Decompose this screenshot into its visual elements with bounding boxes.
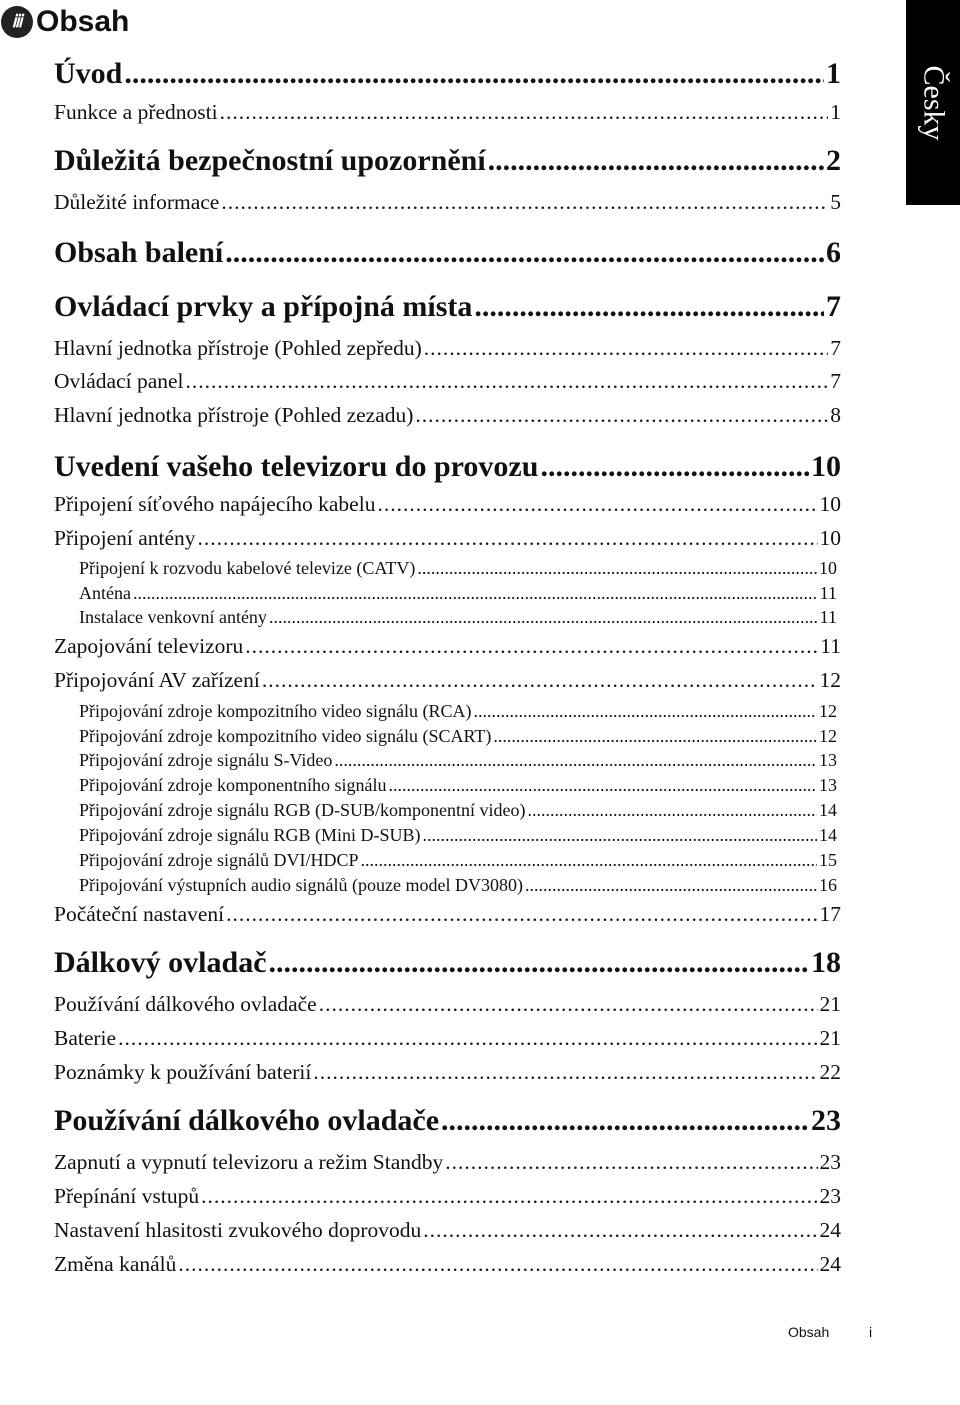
toc-entry-page: 22 — [819, 1060, 841, 1084]
toc-entry[interactable] — [54, 369, 841, 394]
toc-entry[interactable] — [79, 701, 837, 722]
toc-entry[interactable] — [54, 290, 841, 324]
dot-leader — [488, 144, 824, 178]
dot-leader — [269, 607, 818, 628]
toc-entry[interactable] — [54, 1218, 841, 1243]
dot-leader — [178, 1252, 817, 1277]
footer-section-label: Obsah — [788, 1324, 830, 1340]
toc-entry[interactable] — [54, 1150, 841, 1175]
toc-entry-title: Úvod — [54, 57, 123, 90]
dot-leader — [423, 1218, 817, 1243]
dot-leader — [118, 1026, 817, 1051]
toc-entry[interactable] — [79, 558, 837, 579]
dot-leader — [186, 369, 829, 394]
toc-entry-title: Funkce a přednosti — [54, 100, 218, 124]
toc-entry[interactable] — [54, 946, 841, 980]
dot-leader — [313, 1060, 817, 1085]
toc-entry[interactable] — [54, 526, 841, 551]
toc-entry-page: 23 — [819, 1184, 841, 1208]
toc-entry-page: 18 — [811, 946, 841, 979]
toc-entry[interactable] — [79, 607, 837, 628]
toc-entry-page: 21 — [819, 992, 841, 1016]
toc-entry[interactable] — [54, 100, 841, 125]
language-tab-label: Česky — [917, 65, 950, 140]
toc-entry-page: 21 — [819, 1026, 841, 1050]
toc-entry[interactable] — [79, 583, 837, 604]
toc-entry[interactable] — [54, 236, 841, 270]
toc-entry[interactable] — [79, 775, 837, 796]
toc-entry[interactable] — [79, 750, 837, 771]
toc-entry-page: 14 — [819, 825, 837, 845]
toc-entry-page: 7 — [826, 290, 841, 323]
toc-entry-title: Připojování zdroje komponentního signálu — [79, 775, 387, 795]
toc-entry-title: Počáteční nastavení — [54, 902, 225, 926]
dot-leader — [424, 336, 828, 361]
toc-entry[interactable] — [54, 902, 841, 927]
toc-entry-page: 14 — [819, 800, 837, 820]
toc-entry-page: 12 — [819, 668, 841, 692]
dot-leader — [417, 558, 817, 579]
toc-entry-title: Připojování AV zařízení — [54, 668, 260, 692]
dot-leader — [334, 750, 817, 771]
footer-page-number: i — [869, 1324, 873, 1340]
toc-entry-title: Dálkový ovladač — [54, 946, 267, 979]
dot-leader — [525, 875, 817, 896]
toc-entry[interactable] — [54, 992, 841, 1017]
dot-leader — [527, 800, 817, 821]
toc-entry[interactable] — [54, 1060, 841, 1085]
toc-entry-title: Instalace venkovní antény — [79, 607, 267, 627]
toc-entry-page: 15 — [819, 850, 837, 870]
section-emblem-icon: ⅲ — [1, 6, 33, 38]
dot-leader — [360, 850, 817, 871]
toc-entry[interactable] — [79, 825, 837, 846]
toc-entry[interactable] — [79, 850, 837, 871]
toc-entry-page: 10 — [811, 450, 841, 483]
dot-leader — [422, 825, 817, 846]
toc-entry[interactable] — [54, 492, 841, 517]
toc-entry-page: 13 — [819, 775, 837, 795]
toc-entry-page: 23 — [811, 1104, 841, 1137]
toc-entry-page: 5 — [830, 190, 841, 214]
toc-entry-title: Připojování výstupních audio signálů (pouze model DV3080) — [79, 875, 523, 895]
toc-entry-title: Přepínání vstupů — [54, 1184, 200, 1208]
toc-entry-title: Zapnutí a vypnutí televizoru a režim Standby — [54, 1150, 444, 1174]
dot-leader — [319, 992, 818, 1017]
dot-leader — [225, 236, 824, 270]
dot-leader — [221, 190, 828, 215]
toc-entry-title: Používání dálkového ovladače — [54, 992, 317, 1016]
toc-entry[interactable] — [54, 1104, 841, 1138]
dot-leader — [493, 726, 817, 747]
toc-entry-page: 10 — [819, 558, 837, 578]
toc-entry-page: 11 — [819, 583, 837, 603]
toc-entry[interactable] — [54, 190, 841, 215]
toc-entry[interactable] — [79, 875, 837, 896]
dot-leader — [198, 526, 818, 551]
dot-leader — [269, 946, 809, 980]
toc-entry-title: Uvedení vašeho televizoru do provozu — [54, 450, 539, 483]
language-tab — [906, 0, 960, 205]
toc-entry[interactable] — [54, 668, 841, 693]
toc-entry-page: 8 — [830, 403, 841, 427]
toc-entry-title: Baterie — [54, 1026, 117, 1050]
toc-entry-page: 10 — [819, 526, 841, 550]
toc-entry[interactable] — [54, 1184, 841, 1209]
dot-leader — [220, 100, 829, 125]
toc-entry-title: Změna kanálů — [54, 1252, 177, 1276]
toc-entry-title: Ovládací panel — [54, 369, 184, 393]
dot-leader — [226, 902, 817, 927]
toc-entry[interactable] — [79, 726, 837, 747]
toc-entry-title: Připojení síťového napájecího kabelu — [54, 492, 376, 516]
toc-entry-page: 12 — [819, 726, 837, 746]
dot-leader — [445, 1150, 817, 1175]
toc-entry-title: Používání dálkového ovladače — [54, 1104, 440, 1137]
toc-entry-title: Připojování zdroje signálů DVI/HDCP — [79, 850, 359, 870]
page-header — [0, 0, 129, 44]
toc-entry-page: 10 — [819, 492, 841, 516]
toc-entry-title: Ovládací prvky a přípojná místa — [54, 290, 473, 323]
toc-entry-page: 11 — [820, 634, 841, 658]
toc-entry[interactable] — [54, 336, 841, 361]
toc-entry-title: Nastavení hlasitosti zvukového doprovodu — [54, 1218, 422, 1242]
toc-entry-page: 24 — [819, 1218, 841, 1242]
toc-entry-page: 2 — [826, 144, 841, 177]
dot-leader — [124, 57, 824, 91]
toc-entry-page: 23 — [819, 1150, 841, 1174]
toc-entry-title: Připojování zdroje signálu RGB (Mini D-SUB) — [79, 825, 421, 845]
dot-leader — [415, 403, 828, 428]
toc-entry-page: 13 — [819, 750, 837, 770]
toc-entry[interactable] — [79, 800, 837, 821]
dot-leader — [377, 492, 817, 517]
page-title: Obsah — [36, 5, 130, 38]
dot-leader — [201, 1184, 817, 1209]
toc-entry[interactable] — [54, 450, 841, 484]
toc-entry-title: Hlavní jednotka přístroje (Pohled zezadu) — [54, 403, 414, 427]
dot-leader — [474, 290, 824, 324]
toc-entry[interactable] — [54, 1026, 841, 1051]
dot-leader — [388, 775, 817, 796]
toc-entry-title: Připojování zdroje signálu S-Video — [79, 750, 333, 770]
toc-entry-title: Hlavní jednotka přístroje (Pohled zepředu) — [54, 336, 422, 360]
dot-leader — [441, 1104, 809, 1138]
toc-entry-title: Připojení antény — [54, 526, 196, 550]
dot-leader — [245, 634, 818, 659]
toc-entry[interactable] — [54, 403, 841, 428]
toc-entry-title: Připojování zdroje kompozitního video signálu (RCA) — [79, 701, 472, 721]
toc-entry-title: Připojování zdroje kompozitního video signálu (SCART) — [79, 726, 492, 746]
toc-entry-page: 24 — [819, 1252, 841, 1276]
toc-entry[interactable] — [54, 634, 841, 659]
toc-entry-page: 7 — [830, 336, 841, 360]
toc-entry-page: 17 — [819, 902, 841, 926]
toc-entry-page: 7 — [830, 369, 841, 393]
toc-entry-page: 16 — [819, 875, 837, 895]
toc-entry-title: Zapojování televizoru — [54, 634, 244, 658]
toc-entry-page: 1 — [826, 57, 841, 90]
toc-entry-title: Obsah balení — [54, 236, 224, 269]
toc-entry-title: Důležitá bezpečnostní upozornění — [54, 144, 486, 177]
toc-entry[interactable] — [54, 1252, 841, 1277]
toc-entry-page: 12 — [819, 701, 837, 721]
toc-entry-title: Poznámky k používání baterií — [54, 1060, 312, 1084]
toc-entry-title: Připojování zdroje signálu RGB (D-SUB/komponentní video) — [79, 800, 526, 820]
toc-entry[interactable] — [54, 57, 841, 91]
dot-leader — [262, 668, 818, 693]
toc-entry-title: Důležité informace — [54, 190, 220, 214]
toc-entry-page: 11 — [819, 607, 837, 627]
dot-leader — [540, 450, 809, 484]
toc-entry-page: 1 — [830, 100, 841, 124]
toc-entry[interactable] — [54, 144, 841, 178]
toc-entry-page: 6 — [826, 236, 841, 269]
dot-leader — [473, 701, 817, 722]
dot-leader — [133, 583, 818, 604]
toc-entry-title: Anténa — [79, 583, 131, 603]
toc-entry-title: Připojení k rozvodu kabelové televize (CATV) — [79, 558, 416, 578]
